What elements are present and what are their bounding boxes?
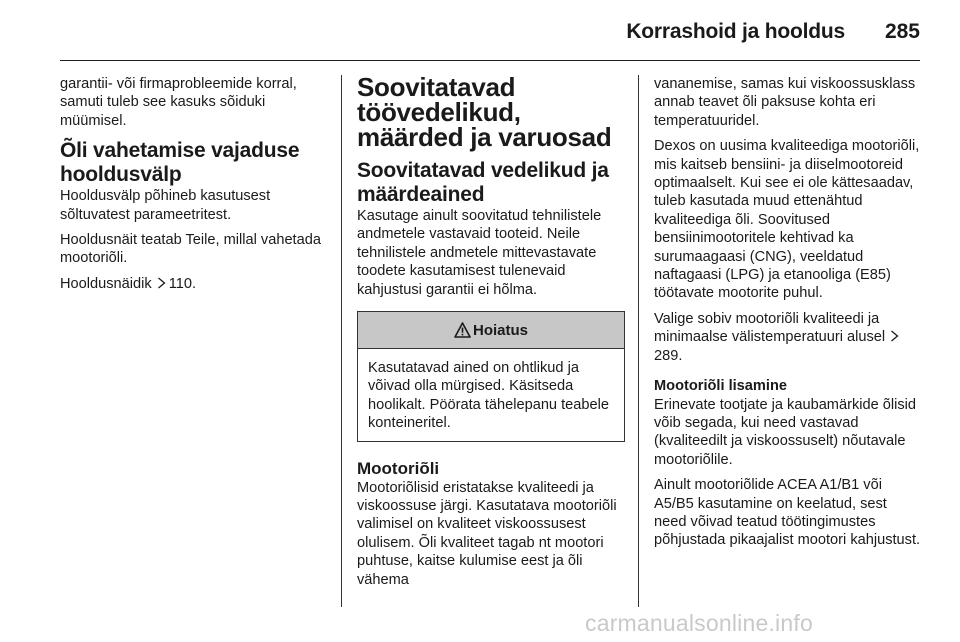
reference-text: Hooldusnäidik [60, 275, 152, 292]
page-reference: 110. [168, 275, 197, 292]
warning-triangle-icon [454, 322, 471, 338]
paragraph-with-reference [654, 310, 922, 365]
sub-heading: Mootoriõli lisamine [654, 378, 787, 395]
reference-arrow-icon [890, 330, 899, 342]
sub-heading: Soovitatavad vedelikud ja määrdeained [357, 159, 609, 206]
main-heading: Soovitatavad töövedelikud, määrded ja varuosad [357, 72, 612, 152]
watermark: carmanualsonline.info [585, 610, 813, 636]
paragraph: Erinevate tootjate ja kaubamärkide õlisid võib segada, kui need vastavad (kvaliteedilt ja viskoossuselt) nõutavale mootoriõlile. [654, 396, 917, 468]
paragraph: Kasutage ainult soovitatud tehnilistele andmetele vastavaid tooteid. Neile tehnilistele andmetele mittevastavate toodete kasutamisest tulenevaid kahjustusi garantii ei hõlma. [357, 208, 602, 298]
warning-header [358, 312, 624, 349]
paragraph: vananemise, samas kui viskoossusklass annab teavet õli paksuse kohta eri temperatuuridel. [654, 76, 916, 129]
column-divider [341, 75, 342, 607]
paragraph: Dexos on uusima kvaliteediga mootoriõli, mis kaitseb bensiini- ja diiselmootoreid optimaalselt. Kui see ei ole kättesaadav, tuleb kasutada muud ettenähtud kvaliteediga õli. Soovitused bensiinimootoritele kehtivad ka surumaagaasi (CNG), veeldatud naftagaasi (LPG) ja etanooliga (E85) töötavate mootorite puhul. [654, 138, 920, 302]
section-heading: Õli vahetamise vajaduse hooldusvälp [60, 139, 300, 187]
paragraph: Hooldusnäit teatab Teile, millal vahetada mootoriõli. [60, 232, 321, 267]
paragraph: Ainult mootoriõlide ACEA A1/B1 või A5/B5 kasutamine on keelatud, sest need võivad teatud töötingimustes põhjustada pikaajalist mootori kahjustust. [654, 477, 921, 549]
warning-text: Kasutatavad ained on ohtlikud ja võivad olla mürgised. Käsitseda hoolikalt. Pöörata tähelepanu teabele konteineritel. [368, 360, 609, 432]
page-reference: 289. [654, 347, 683, 364]
page-header-title: Korrashoid ja hooldus [626, 20, 845, 43]
page-number: 285 [884, 20, 920, 43]
column-left [60, 75, 322, 300]
paragraph: Mootoriõlisid eristatakse kvaliteedi ja viskoossuse järgi. Kasutatava mootoriõli valimisel on kvaliteet viskoossusest olulisem. Õli kvaliteet tagab nt mootori puhtuse, kaitse kulumise eest ja õli vähema [357, 479, 617, 588]
column-divider [638, 75, 639, 607]
warning-body [358, 349, 624, 441]
paragraph-with-reference [60, 275, 322, 293]
warning-title: Hoiatus [472, 321, 528, 339]
column-middle [357, 72, 625, 596]
warning-box [357, 311, 625, 442]
header-rule [60, 60, 920, 61]
reference-arrow-icon [157, 277, 166, 289]
column-right [654, 75, 922, 557]
paragraph: Hooldusvälp põhineb kasutusest sõltuvatest parameetritest. [60, 188, 271, 223]
section-heading-oil: Mootoriõli [357, 458, 440, 478]
paragraph: garantii- või firmaprobleemide korral, samuti tuleb see kasuks sõiduki müümisel. [60, 76, 297, 129]
paragraph-text: Valige sobiv mootoriõli kvaliteedi ja minimaalse välistemperatuuri alusel [654, 310, 886, 346]
